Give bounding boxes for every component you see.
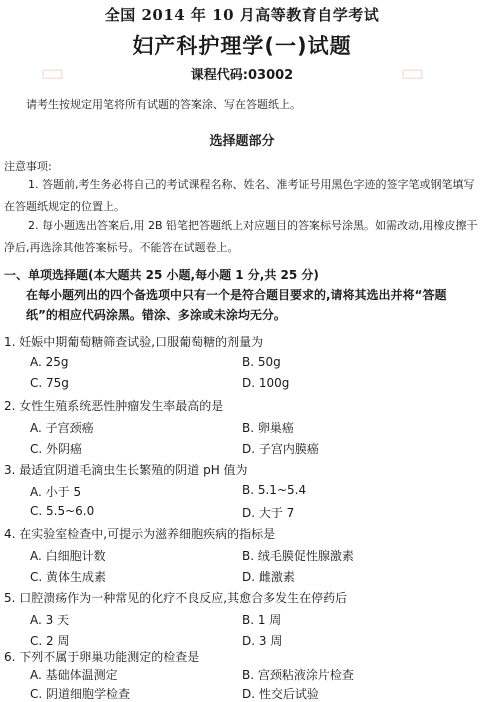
option-b: B. 卵巢癌 <box>242 421 294 435</box>
option-d: D. 雌激素 <box>242 570 295 584</box>
question-stem: 4. 在实验室检查中,可提示为滋养细胞疾病的指标是 <box>4 527 276 541</box>
note-item: 2. 每小题选出答案后,用 2B 铅笔把答题纸上对应题目的答案标号涂黑。如需改动,用橡皮擦干净后,再选涂其他答案标号。不能答在试题卷上。 <box>4 219 478 254</box>
option-b: B. 绒毛膜促性腺激素 <box>242 549 354 563</box>
option-c: C. 75g <box>30 376 69 390</box>
option-d: D. 100g <box>242 376 290 390</box>
option-c: C. 2 周 <box>30 634 70 648</box>
course-code: 课程代码:03002 <box>190 68 294 83</box>
note-item: 1. 答题前,考生务必将自己的考试课程名称、姓名、准考证号用黑色字迹的签字笔或钢笔填写在答题纸规定的位置上。 <box>4 178 475 213</box>
watermark-stamp: ▭ <box>400 58 425 88</box>
option-c: C. 黄体生成素 <box>30 570 107 584</box>
question-stem: 3. 最适宜阴道毛滴虫生长繁殖的阴道 pH 值为 <box>4 463 248 477</box>
option-b: B. 50g <box>242 355 281 369</box>
question-stem: 6. 下列不属于卵巢功能测定的检查是 <box>4 650 200 664</box>
option-b: B. 5.1~5.4 <box>242 483 307 497</box>
question-stem: 2. 女性生殖系统恶性肿瘤发生率最高的是 <box>4 399 224 413</box>
option-d: D. 性交后试验 <box>242 687 319 701</box>
option-a: A. 子宫颈癌 <box>30 421 94 435</box>
notes-heading: 注意事项: <box>4 160 52 173</box>
option-a: A. 25g <box>30 355 69 369</box>
watermark-stamp: ▭ <box>40 58 65 88</box>
option-d: D. 3 周 <box>242 634 283 648</box>
option-c: C. 5.5~6.0 <box>30 504 95 518</box>
exam-title: 妇产科护理学(一)试题 <box>132 34 352 58</box>
section-title: 选择题部分 <box>209 134 275 149</box>
option-a: A. 白细胞计数 <box>30 549 106 563</box>
option-d: D. 大于 7 <box>242 506 295 520</box>
part-title: 一、单项选择题(本大题共 25 小题,每小题 1 分,共 25 分) <box>4 268 319 282</box>
option-a: A. 3 天 <box>30 613 70 627</box>
option-d: D. 子宫内膜癌 <box>242 442 319 456</box>
option-b: B. 1 周 <box>242 613 282 627</box>
question-stem: 1. 妊娠中期葡萄糖筛查试验,口服葡萄糖的剂量为 <box>4 335 264 349</box>
part-instruction: 在每小题列出的四个备选项中只有一个是符合题目要求的,请将其选出并将“答题纸”的相应代码涂黑。错涂、多涂或未涂均无分。 <box>26 288 447 322</box>
question-stem: 5. 口腔溃疡作为一种常见的化疗不良反应,其愈合多发生在停药后 <box>4 591 348 605</box>
option-a: A. 小于 5 <box>30 485 82 499</box>
exam-organization: 全国 2014 年 10 月高等教育自学考试 <box>104 6 380 24</box>
option-a: A. 基础体温测定 <box>30 668 118 682</box>
option-c: C. 外阴癌 <box>30 442 83 456</box>
general-instruction: 请考生按规定用笔将所有试题的答案涂、写在答题纸上。 <box>26 98 301 111</box>
option-b: B. 宫颈粘液涂片检查 <box>242 668 354 682</box>
option-c: C. 阴道细胞学检查 <box>30 687 131 701</box>
